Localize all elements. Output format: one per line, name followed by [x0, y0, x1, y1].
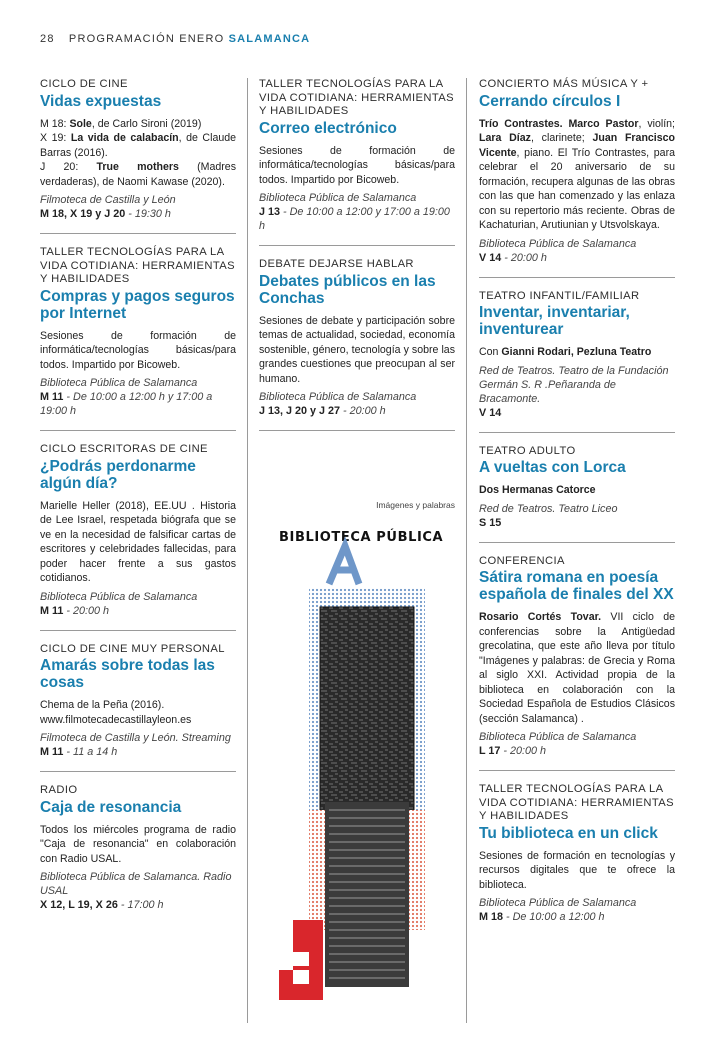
event-venue: Biblioteca Pública de Salamanca [479, 731, 637, 743]
event-time: De 10:00 a 12:00 h y 17:00 a 19:00 h [40, 391, 213, 417]
event-title: Cerrando círculos I [479, 92, 621, 110]
event-title: Sátira romana en poesía española de finales del XX [479, 569, 674, 603]
event-time: 20:00 h [510, 745, 547, 757]
event-description: Sesiones de debate y participación sobre temas de actualidad, sociedad, economía sostenible, género, tecnología y sobre las grandes cuestiones que preocupan al ser humano. [259, 314, 455, 385]
event-when [259, 205, 455, 233]
event-block [479, 445, 675, 543]
event-when [479, 251, 675, 265]
event-title: A vueltas con Lorca [479, 459, 626, 476]
event-time: 20:00 h [73, 604, 110, 617]
event-when [479, 744, 675, 758]
event-title: Tu biblioteca en un click [479, 824, 658, 842]
event-when [40, 745, 236, 759]
event-block [40, 443, 236, 631]
event-block [40, 784, 236, 924]
event-days: L 17 [479, 745, 501, 757]
event-venue: Filmoteca de Castilla y León [40, 194, 176, 206]
event-venue: Biblioteca Pública de Salamanca [259, 391, 417, 403]
event-title: Caja de resonancia [40, 798, 182, 816]
event-title: Vidas expuestas [40, 92, 162, 110]
column-left [40, 78, 236, 936]
event-title: ¿Podrás perdonarme algún día? [40, 457, 196, 492]
event-category: TALLER TECNOLOGÍAS PARA LA VIDA COTIDIANA: HERRAMIENTAS Y HABILIDADES [479, 783, 674, 822]
poster-caption: Imágenes y palabras [376, 500, 455, 510]
event-title: Inventar, inventariar, inventurear [479, 304, 630, 338]
event-time-separator: - [500, 745, 511, 757]
event-venue: Red de Teatros. Teatro de la Fundación Germán S. R .Peñaranda de Bracamonte. [479, 364, 669, 405]
event-time: 20:00 h [349, 405, 386, 417]
event-description: Chema de la Peña (2016). www.filmotecadecastillayleon.es [40, 699, 192, 726]
event-category: CICLO DE CINE [40, 78, 128, 90]
event-days: X 12, L 19, X 26 [40, 899, 118, 911]
event-venue: Filmoteca de Castilla y León. Streaming [40, 732, 231, 744]
event-when [479, 516, 675, 530]
event-block [479, 290, 675, 433]
event-block [479, 78, 675, 278]
event-category: CICLO ESCRITORAS DE CINE [40, 443, 208, 455]
event-days: J 13 [259, 206, 281, 218]
page-number: 28 [40, 33, 55, 45]
event-description: Sesiones de formación de informática/tecnologías básicas/para todos. Impartido por Bicoweb. [259, 144, 455, 186]
event-block [40, 643, 236, 773]
poster-title: BIBLIOTECA PÚBLICA [279, 530, 444, 545]
column-right [479, 78, 675, 948]
event-title: Amarás sobre todas las cosas [40, 657, 215, 691]
event-description: Dos Hermanas Catorce [479, 484, 596, 496]
event-when [40, 390, 236, 418]
header-title: PROGRAMACIÓN ENERO [68, 33, 225, 45]
event-when [479, 406, 675, 420]
header-city: SALAMANCA [228, 33, 311, 45]
event-time: De 10:00 a 12:00 h [512, 911, 605, 923]
event-time: De 10:00 a 12:00 y 17:00 a 19:00 h [259, 206, 450, 232]
event-block [40, 78, 236, 234]
event-description: Rosario Cortés Tovar. VII ciclo de conferencias sobre la Antigüedad grecolatina, que este año lleva por título "Imágenes y palabras: de Grecia y Roma al siglo XXI. Actividad propia de la biblioteca en colaboración con la Sociedad Española de Estudios Clásicos (sección Salamanca) . [479, 611, 675, 725]
event-block [479, 555, 675, 772]
event-days: M 18, X 19 y J 20 [40, 208, 126, 220]
page-header [40, 33, 310, 45]
event-days: V 14 [479, 406, 502, 419]
event-days: M 11 [40, 746, 64, 758]
event-days: S 15 [479, 516, 502, 529]
event-category: TEATRO ADULTO [479, 444, 576, 457]
event-title: Correo electrónico [259, 119, 397, 137]
event-days: J 13, J 20 y J 27 [259, 405, 341, 417]
column-divider [466, 78, 467, 1023]
event-category: TEATRO INFANTIL/FAMILIAR [479, 289, 640, 302]
event-venue: Biblioteca Pública de Salamanca [479, 897, 637, 909]
event-venue: Biblioteca Pública de Salamanca. Radio USAL [40, 871, 232, 897]
event-time-separator: - [63, 391, 74, 403]
event-description: Con Gianni Rodari, Pezluna Teatro [479, 346, 652, 358]
event-category: CICLO DE CINE MUY PERSONAL [40, 642, 225, 655]
event-days: M 11 [40, 391, 64, 403]
event-when [259, 404, 455, 418]
event-time-separator: - [503, 911, 513, 923]
event-when [40, 604, 236, 618]
event-venue: Biblioteca Pública de Salamanca [40, 590, 198, 603]
event-description: Marielle Heller (2018), EE.UU . Historia de Lee Israel, respetada biógrafa que se ve en la necesidad de falsificar cartas de escritores y celebridades fallecidas, para poder hacer frente a sus gastos cotidianos. [40, 499, 236, 584]
poster-graphic [259, 500, 455, 1020]
event-category: CONFERENCIA [479, 554, 565, 567]
event-time: 11 a 14 h [73, 746, 118, 758]
event-when [479, 910, 675, 924]
event-time-separator: - [340, 405, 350, 417]
event-when [40, 207, 236, 221]
event-venue: Biblioteca Pública de Salamanca [40, 377, 198, 389]
event-when [40, 898, 236, 912]
event-description: Todos los miércoles programa de radio "Caja de resonancia" en colaboración con Radio USAL. [40, 823, 236, 865]
event-title: Debates públicos en las Conchas [259, 272, 436, 307]
event-days: V 14 [479, 251, 502, 264]
event-venue: Red de Teatros. Teatro Liceo [479, 502, 618, 515]
event-venue: Biblioteca Pública de Salamanca [479, 237, 637, 250]
event-category: RADIO [40, 784, 78, 796]
event-block [479, 783, 675, 936]
event-block [259, 258, 455, 431]
event-category: TALLER TECNOLOGÍAS PARA LA VIDA COTIDIANA: HERRAMIENTAS Y HABILIDADES [259, 78, 454, 117]
event-block [259, 78, 455, 246]
event-days: M 11 [40, 604, 64, 617]
event-venue: Biblioteca Pública de Salamanca [259, 192, 417, 204]
event-category: TALLER TECNOLOGÍAS PARA LA VIDA COTIDIANA: HERRAMIENTAS Y HABILIDADES [40, 246, 235, 285]
event-description: Trío Contrastes. Marco Pastor, violín; Lara Díaz, clarinete; Juan Francisco Vicente, piano. El Trío Contrastes, para celebrar el 20 aniversario de su formación, recupera algunas de las obras con las que han comenzado y las enlaza con su repertorio más reciente. Obras de Kachaturian, Arutiunian y Utsvolskaya. [479, 117, 676, 231]
event-time: 19:30 h [134, 208, 171, 220]
event-days: M 18 [479, 911, 504, 923]
event-description: M 18: Sole, de Carlo Sironi (2019) X 19: La vida de calabacín, de Claude Barras (2016). J 20: True mothers (Madres verdaderas), de Naomi Kawase (2020). [40, 117, 237, 188]
event-time-separator: - [63, 746, 74, 758]
poster-image [259, 500, 455, 1020]
event-time-separator: - [501, 251, 511, 264]
event-time-separator: - [125, 208, 135, 220]
event-time: 17:00 h [127, 899, 164, 911]
event-time-separator: - [117, 899, 128, 911]
event-time-separator: - [280, 206, 290, 218]
event-block [40, 246, 236, 431]
event-title: Compras y pagos seguros por Internet [40, 287, 235, 322]
event-description: Sesiones de formación de informática/tecnologías básicas/para todos. Impartido por Bicoweb. [40, 329, 236, 371]
column-divider [247, 78, 248, 1023]
event-time: 20:00 h [510, 251, 547, 264]
event-time-separator: - [63, 604, 74, 617]
event-category: DEBATE DEJARSE HABLAR [259, 258, 414, 270]
event-category: CONCIERTO MÁS MÚSICA Y + [479, 78, 649, 90]
event-description: Sesiones de formación en tecnologías y recursos digitales que te ofrece la biblioteca. [479, 849, 675, 891]
column-middle [259, 78, 455, 443]
